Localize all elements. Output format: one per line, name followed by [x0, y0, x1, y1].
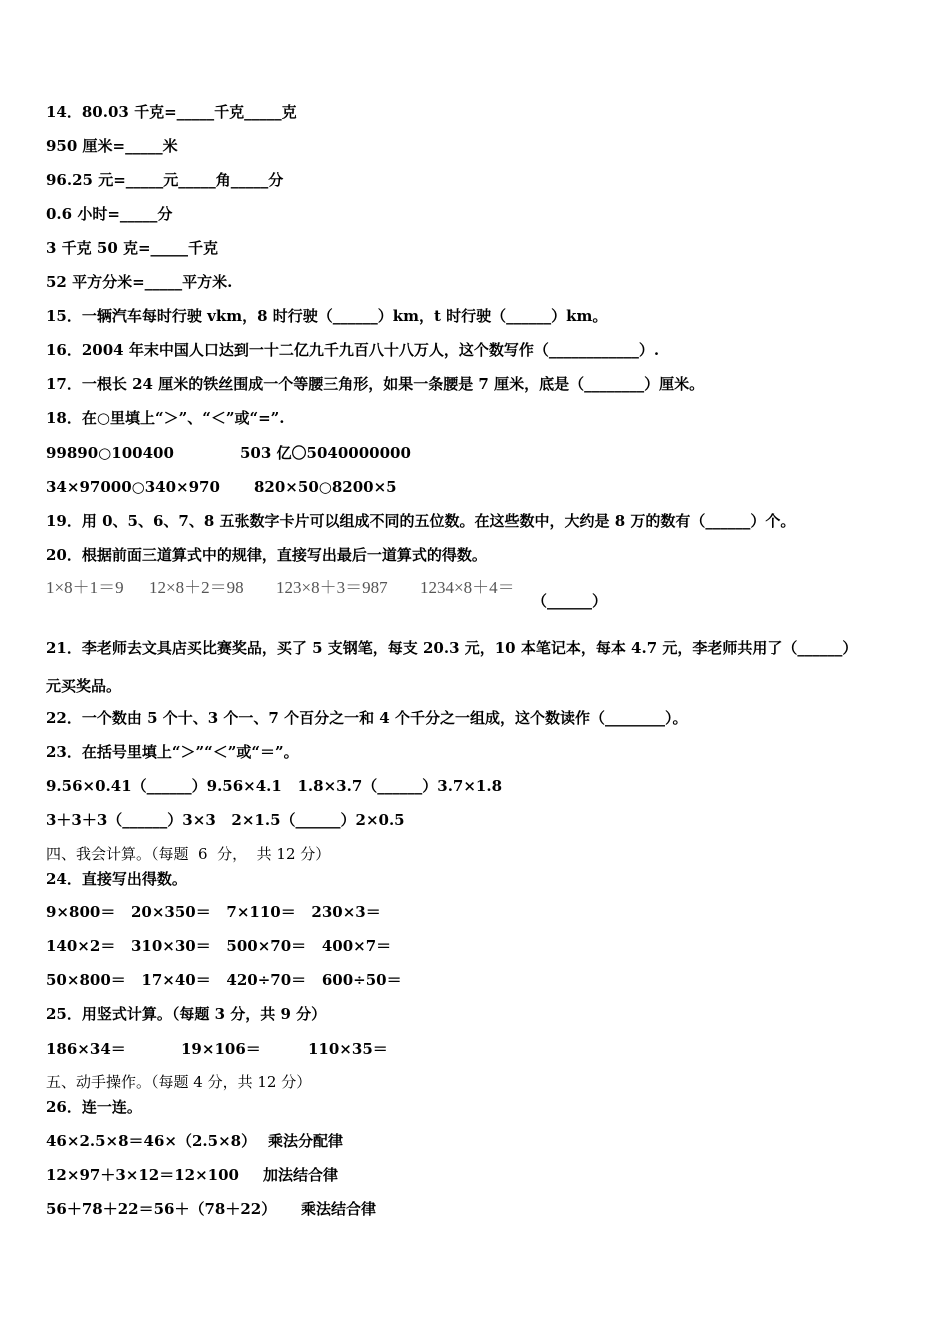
q14-line6: 52 平方分米=_____平方米. [46, 273, 233, 291]
q26-law-3: 乘法结合律 [301, 1200, 377, 1218]
q25-calc-1: 186×34＝ [46, 1040, 126, 1058]
q26-expr-1: 46×2.5×8＝46×（2.5×8） [46, 1132, 257, 1150]
q16: 16．2004 年末中国人口达到一十二亿九千九百八十八万人，这个数写作（____________）. [46, 341, 660, 359]
q25-calc-3: 110×35＝ [308, 1040, 388, 1058]
q18-r2c2: 820×50○8200×5 [254, 478, 397, 496]
q14-line4: 0.6 小时=_____分 [46, 205, 173, 223]
q14-line5: 3 千克 50 克=_____千克 [46, 239, 219, 257]
q21-line1: 21．李老师去文具店买比赛奖品，买了 5 支钢笔，每支 20.3 元，10 本笔记本，每本 4.7 元，李老师共用了（______） [46, 639, 858, 657]
q18-r1c2: 503 亿〇5040000000 [240, 444, 411, 462]
q20-formula-4: 1234×8＋4＝ [420, 578, 515, 597]
q20-answer-blank: （______） [532, 592, 608, 610]
q23-row2: 3＋3＋3（______）3×3 2×1.5（______）2×0.5 [46, 811, 405, 829]
q23-row1: 9.56×0.41（______）9.56×4.1 1.8×3.7（______）3.7×1.8 [46, 777, 503, 795]
q14-line1: 14．80.03 千克=_____千克_____克 [46, 103, 297, 121]
q19: 19．用 0、5、6、7、8 五张数字卡片可以组成不同的五位数。在这些数中，大约是 8 万的数有（______）个。 [46, 512, 796, 530]
q18-r2c1: 34×97000○340×970 [46, 478, 220, 496]
q23-prompt: 23．在括号里填上“＞”“＜”或“＝”。 [46, 743, 299, 761]
q17: 17．一根长 24 厘米的铁丝围成一个等腰三角形，如果一条腰是 7 厘米，底是（________）厘米。 [46, 375, 705, 393]
q22: 22．一个数由 5 个十、3 个一、7 个百分之一和 4 个千分之一组成，这个数读作（________）。 [46, 709, 688, 727]
q24-prompt: 24．直接写出得数。 [46, 870, 187, 888]
q20-formula-1: 1×8＋1＝9 [46, 578, 124, 597]
q25-prompt: 25．用竖式计算。（每题 3 分，共 9 分） [46, 1005, 327, 1023]
q14-line2: 950 厘米=_____米 [46, 137, 178, 155]
q20-formula-2: 12×8＋2＝98 [149, 578, 244, 597]
q21-line2: 元买奖品。 [46, 677, 122, 695]
q26-law-1: 乘法分配律 [268, 1132, 344, 1150]
section-5-heading: 五、动手操作。（每题 4 分，共 12 分） [46, 1073, 312, 1091]
q20-formula-3: 123×8＋3＝987 [276, 578, 388, 597]
q24-row1: 9×800＝ 20×350＝ 7×110＝ 230×3＝ [46, 903, 381, 921]
q15: 15．一辆汽车每时行驶 vkm，8 时行驶（______）km，t 时行驶（______）km。 [46, 307, 608, 325]
section-4-heading: 四、我会计算。（每题 6 分， 共 12 分） [46, 845, 331, 863]
q26-expr-2: 12×97＋3×12＝12×100 [46, 1166, 239, 1184]
q18-prompt: 18．在○里填上“＞”、“＜”或“=”. [46, 409, 285, 427]
q14-line3: 96.25 元=_____元_____角_____分 [46, 171, 284, 189]
q26-prompt: 26．连一连。 [46, 1098, 142, 1116]
q18-r1c1: 99890○100400 [46, 444, 174, 462]
q24-row3: 50×800＝ 17×40＝ 420÷70＝ 600÷50＝ [46, 971, 402, 989]
q26-law-2: 加法结合律 [263, 1166, 339, 1184]
q25-calc-2: 19×106＝ [181, 1040, 261, 1058]
q26-expr-3: 56＋78＋22＝56＋（78＋22） [46, 1200, 277, 1218]
q20-prompt: 20．根据前面三道算式中的规律，直接写出最后一道算式的得数。 [46, 546, 487, 564]
q24-row2: 140×2＝ 310×30＝ 500×70＝ 400×7＝ [46, 937, 392, 955]
